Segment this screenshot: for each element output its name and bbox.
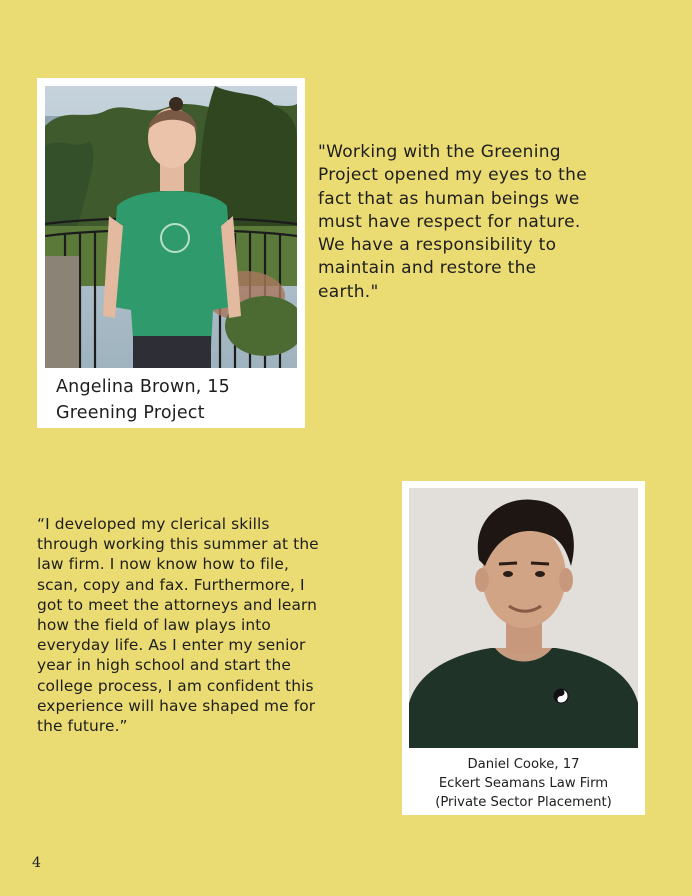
quote-line: got to meet the attorneys and learn	[37, 595, 318, 614]
photo-caption-angelina	[37, 374, 305, 426]
quote-line: "Working with the Greening	[318, 142, 561, 162]
quote-angelina	[318, 141, 587, 304]
caption-line: Greening Project	[56, 403, 205, 423]
photo-card-daniel	[402, 481, 645, 815]
quote-line: We have a responsibility to	[318, 235, 557, 256]
quote-line: must have respect for nature.	[318, 211, 581, 232]
page-number: 4	[32, 855, 41, 871]
quote-daniel	[37, 514, 319, 736]
quote-line: experience will have shaped me for	[37, 696, 316, 715]
quote-line: earth."	[318, 281, 379, 302]
quote-line: fact that as human beings we	[318, 188, 580, 209]
quote-line: how the field of law plays into	[37, 616, 271, 635]
quote-line: maintain and restore the	[318, 258, 537, 279]
quote-line: law firm. I now know how to file,	[37, 555, 289, 574]
caption-line: Eckert Seamans Law Firm	[438, 776, 609, 791]
quote-line: everyday life. As I enter my senior	[37, 636, 306, 655]
caption-line: Angelina Brown, 15	[56, 377, 230, 397]
quote-line: the future.”	[37, 717, 128, 736]
photo-daniel-cooke	[409, 488, 638, 748]
quote-line: “I developed my clerical skills	[37, 515, 270, 533]
quote-line: college process, I am confident this	[37, 676, 314, 695]
quote-line: scan, copy and fax. Furthermore, I	[37, 575, 305, 594]
caption-line: Daniel Cooke, 17	[467, 757, 580, 772]
photo-card-angelina	[37, 78, 305, 428]
caption-line: (Private Sector Placement)	[435, 795, 612, 810]
quote-line: through working this summer at the	[37, 535, 319, 554]
photo-angelina-brown	[45, 86, 297, 368]
quote-line: Project opened my eyes to the	[318, 165, 587, 186]
photo-caption-daniel	[402, 755, 645, 812]
quote-line: year in high school and start the	[37, 656, 291, 675]
